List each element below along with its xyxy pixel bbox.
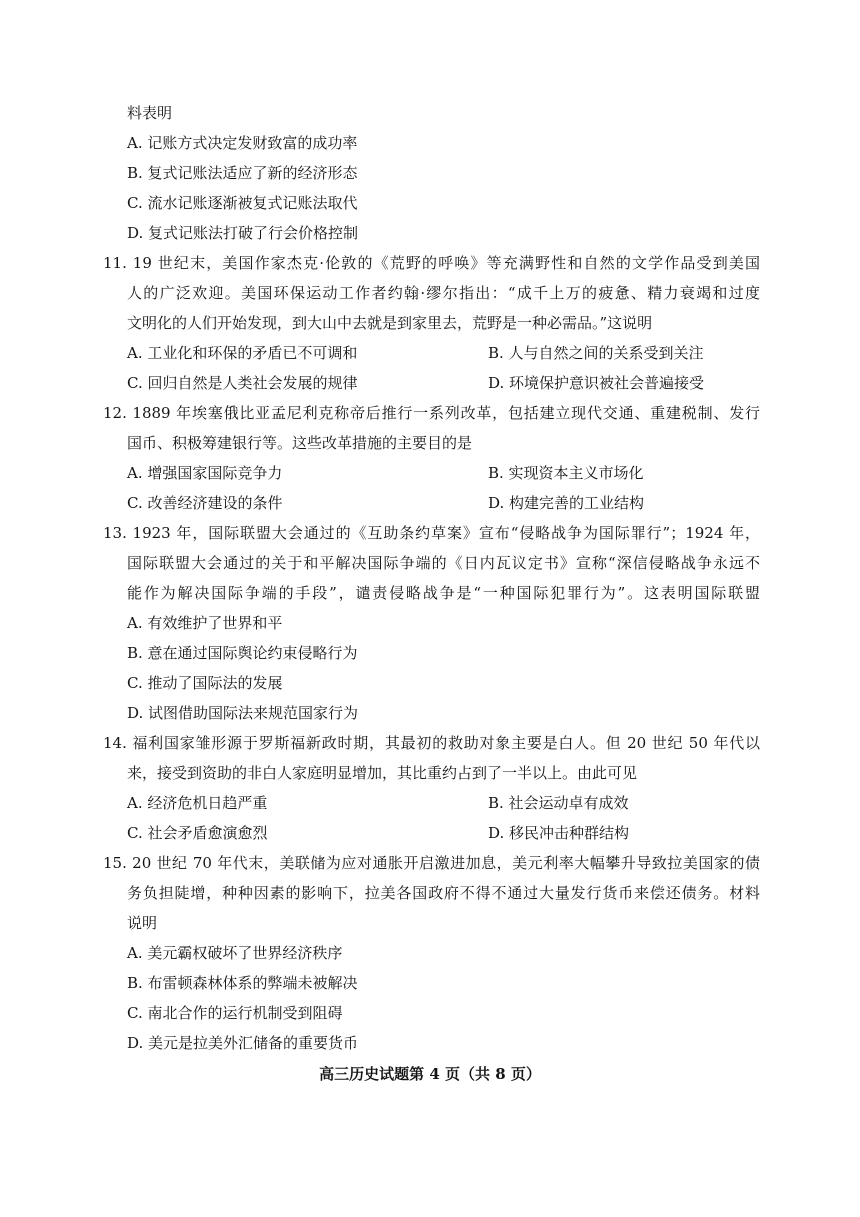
option-d: D. 试图借助国际法来规范国家行为: [127, 704, 359, 722]
option-c: C. 改善经济建设的条件: [127, 494, 283, 512]
question-stem-line: 人的广泛欢迎。美国环保运动工作者约翰·缪尔指出：“成千上万的疲惫、精力衰竭和过度: [127, 284, 760, 302]
option-b: B. 人与自然之间的关系受到关注: [488, 344, 704, 362]
option-c: C. 流水记账逐渐被复式记账法取代: [127, 194, 358, 212]
option-c: C. 南北合作的运行机制受到阻碍: [127, 1004, 343, 1022]
question-stem-line: 11. 19 世纪末，美国作家杰克·伦敦的《荒野的呼唤》等充满野性和自然的文学作品受到美国: [103, 254, 760, 272]
question-stem-line: 国际联盟大会通过的关于和平解决国际争端的《日内瓦议定书》宣称“深信侵略战争永远不: [127, 554, 760, 572]
question-stem-line: 能作为解决国际争端的手段”，谴责侵略战争是“一种国际犯罪行为”。这表明国际联盟: [127, 584, 760, 602]
question-stem-line: 来，接受到资助的非白人家庭明显增加，其比重约占到了一半以上。由此可见: [127, 764, 638, 782]
question-stem-line: 14. 福利国家雏形源于罗斯福新政时期，其最初的救助对象主要是白人。但 20 世纪 50 年代以: [103, 734, 760, 752]
option-a: A. 经济危机日趋严重: [127, 794, 268, 812]
question-stem-line: 12. 1889 年埃塞俄比亚孟尼利克称帝后推行一系列改革，包括建立现代交通、重建税制、发行: [103, 404, 760, 422]
option-b: B. 社会运动卓有成效: [488, 794, 629, 812]
option-d: D. 环境保护意识被社会普遍接受: [488, 374, 705, 392]
option-a: A. 工业化和环保的矛盾已不可调和: [127, 344, 358, 362]
option-d: D. 复式记账法打破了行会价格控制: [127, 224, 359, 242]
option-d: D. 美元是拉美外汇储备的重要货币: [127, 1034, 359, 1052]
question-stem-line: 13. 1923 年，国际联盟大会通过的《互助条约草案》宣布“侵略战争为国际罪行”；1924 年，: [103, 524, 760, 542]
page-footer: 高三历史试题第 4 页（共 8 页）: [319, 1065, 541, 1083]
option-b: B. 实现资本主义市场化: [488, 464, 644, 482]
question-stem-line: 15. 20 世纪 70 年代末，美联储为应对通胀开启激进加息，美元利率大幅攀升导致拉美国家的债: [103, 854, 760, 872]
option-c: C. 回归自然是人类社会发展的规律: [127, 374, 358, 392]
option-d: D. 构建完善的工业结构: [488, 494, 645, 512]
question-stem-tail: 料表明: [127, 104, 173, 122]
option-b: B. 复式记账法适应了新的经济形态: [127, 164, 358, 182]
question-stem-line: 文明化的人们开始发现，到大山中去就是到家里去，荒野是一种必需品。”这说明: [127, 314, 653, 332]
option-a: A. 美元霸权破坏了世界经济秩序: [127, 944, 343, 962]
question-stem-line: 国币、积极筹建银行等。这些改革措施的主要目的是: [127, 434, 473, 452]
option-a: A. 增强国家国际竞争力: [127, 464, 283, 482]
option-a: A. 有效维护了世界和平: [127, 614, 283, 632]
option-c: C. 推动了国际法的发展: [127, 674, 283, 692]
option-b: B. 意在通过国际舆论约束侵略行为: [127, 644, 358, 662]
question-stem-line: 务负担陡增，种种因素的影响下，拉美各国政府不得不通过大量发行货币来偿还债务。材料: [127, 884, 760, 902]
option-b: B. 布雷顿森林体系的弊端未被解决: [127, 974, 358, 992]
option-d: D. 移民冲击种群结构: [488, 824, 630, 842]
option-c: C. 社会矛盾愈演愈烈: [127, 824, 268, 842]
question-stem-line: 说明: [127, 914, 158, 932]
option-a: A. 记账方式决定发财致富的成功率: [127, 134, 358, 152]
